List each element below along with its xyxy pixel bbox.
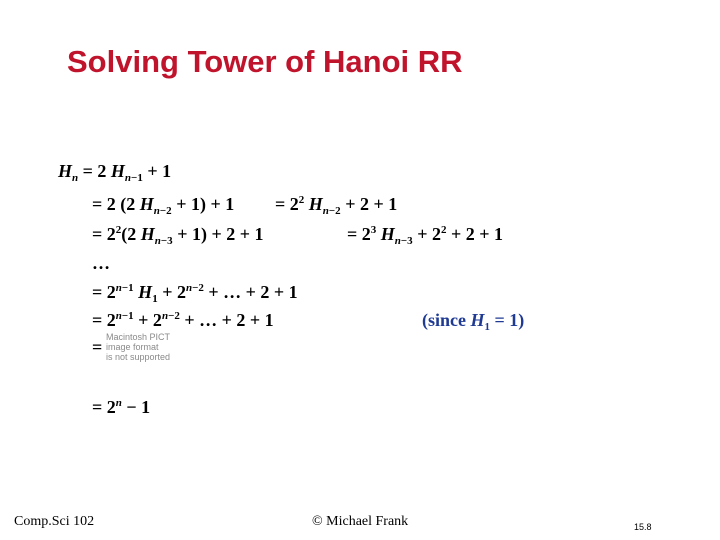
unsupported-image-placeholder [106,332,174,384]
placeholder-line-1: Macintosh PICT [106,332,171,342]
footer-copyright: © Michael Frank [312,514,409,529]
equation-line-final: = $2^n - 1$ [92,397,151,417]
equation-line-7-prefix: = [92,337,103,357]
since-note: (since $H_1 = 1$) [422,310,525,333]
equation-line-3b: = $2^3$ $H_{n-3} + 2^2 + 2 + 1$ [347,224,503,247]
slide-number: 15.8 [634,522,652,532]
slide-title: Solving Tower of Hanoi RR [67,44,463,79]
equation-line-5: = $2^{n-1}$ $H_1 + 2^{n-2}$ + … + 2 + 1 [92,282,298,305]
equation-line-3a: = $2^2(2$ $H_{n-3} + 1) + 2 + 1$ [92,224,264,247]
equation-line-6: = $2^{n-1} + 2^{n-2}$ + … + 2 + 1 [92,310,274,330]
placeholder-line-3: is not supported [106,352,171,362]
equation-line-2b: = $2^2$ $H_{n-2} + 2 + 1$ [275,194,398,217]
equation-line-1: $H_n = 2$ $H_{n-1} + 1$ [58,161,172,184]
equation-line-ellipsis: … [92,253,110,273]
footer-course: Comp.Sci 102 [14,514,95,529]
placeholder-line-2: image format [106,342,159,352]
equation-line-2a: = 2 (2 $H_{n-2} + 1) + 1$ [92,194,235,217]
